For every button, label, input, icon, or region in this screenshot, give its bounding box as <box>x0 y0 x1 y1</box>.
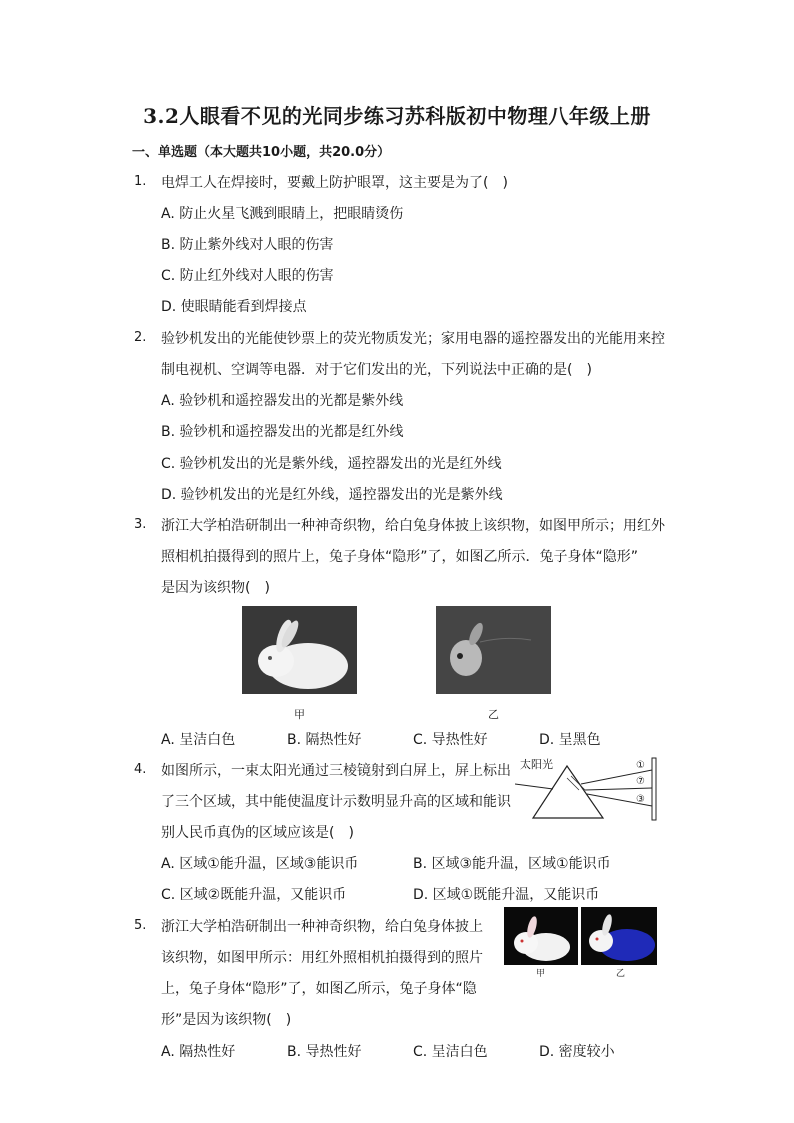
option-a[interactable]: A. 呈洁白色 <box>161 732 236 748</box>
option-c[interactable]: C. 呈洁白色 <box>413 1044 488 1060</box>
question-number: 2. <box>134 330 147 345</box>
question-text: 形”是因为该织物( ) <box>161 1012 292 1028</box>
caption-yi: 乙 <box>488 708 499 721</box>
caption-yi: 乙 <box>616 969 626 979</box>
rabbit-photo-jia <box>242 606 357 694</box>
option-c[interactable]: C. 导热性好 <box>413 732 488 748</box>
option-a[interactable]: A. 区域①能升温，区域③能识币 <box>161 856 359 872</box>
section-heading: 一、单选题（本大题共10小题，共20.0分） <box>132 145 391 160</box>
option-d[interactable]: D. 使眼睛能看到焊接点 <box>161 299 307 315</box>
option-a[interactable]: A. 验钞机和遥控器发出的光都是紫外线 <box>161 393 404 409</box>
sunlight-label: 太阳光 <box>520 758 553 771</box>
rabbit-photo-yi <box>436 606 551 694</box>
question-text: 上，兔子身体“隐形”了，如图乙所示，兔子身体“隐 <box>161 981 477 997</box>
option-b[interactable]: B. 防止紫外线对人眼的伤害 <box>161 237 334 253</box>
question-text: 电焊工人在焊接时，要戴上防护眼罩，这主要是为了( ) <box>161 175 508 191</box>
option-c[interactable]: C. 防止红外线对人眼的伤害 <box>161 268 334 284</box>
option-d[interactable]: D. 呈黑色 <box>539 732 601 748</box>
option-b[interactable]: B. 区域③能升温，区域①能识币 <box>413 856 611 872</box>
question-text: 验钞机发出的光能使钞票上的荧光物质发光；家用电器的遥控器发出的光能用来控 <box>161 331 665 347</box>
question-text: 制电视机、空调等电器．对于它们发出的光，下列说法中正确的是( ) <box>161 362 592 378</box>
option-d[interactable]: D. 密度较小 <box>539 1044 615 1060</box>
option-c[interactable]: C. 验钞机发出的光是紫外线，遥控器发出的光是红外线 <box>161 456 502 472</box>
caption-jia: 甲 <box>294 708 305 721</box>
option-a[interactable]: A. 隔热性好 <box>161 1044 236 1060</box>
question-text: 了三个区域，其中能使温度计示数明显升高的区域和能识 <box>161 794 511 810</box>
question-text: 别人民币真伪的区域应该是( ) <box>161 825 354 841</box>
option-c[interactable]: C. 区域②既能升温，又能识币 <box>161 887 347 903</box>
question-number: 1. <box>134 174 147 189</box>
option-d[interactable]: D. 区域①既能升温，又能识币 <box>413 887 600 903</box>
question-number: 5. <box>134 918 147 933</box>
page-title: 3.2人眼看不见的光同步练习苏科版初中物理八年级上册 <box>143 104 651 128</box>
caption-jia: 甲 <box>536 969 546 979</box>
question-text: 浙江大学柏浩研制出一种神奇织物，给白兔身体披上该织物，如图甲所示；用红外 <box>161 518 665 534</box>
region-mark-3: ③ <box>636 794 645 805</box>
question-number: 3. <box>134 517 147 532</box>
question-text: 如图所示，一束太阳光通过三棱镜射到白屏上，屏上标出 <box>161 763 511 779</box>
option-d[interactable]: D. 验钞机发出的光是红外线，遥控器发出的光是紫外线 <box>161 487 503 503</box>
option-b[interactable]: B. 导热性好 <box>287 1044 362 1060</box>
region-mark-2: ⑦ <box>636 776 645 787</box>
option-a[interactable]: A. 防止火星飞溅到眼睛上，把眼睛烫伤 <box>161 206 404 222</box>
region-mark-1: ① <box>636 760 645 771</box>
question-text: 是因为该织物( ) <box>161 580 270 596</box>
rabbit-photo-jia <box>504 907 578 965</box>
question-number: 4. <box>134 762 147 777</box>
question-text: 该织物，如图甲所示：用红外照相机拍摄得到的照片 <box>161 950 483 966</box>
question-text: 照相机拍摄得到的照片上，兔子身体“隐形”了，如图乙所示．兔子身体“隐形” <box>161 549 639 565</box>
option-b[interactable]: B. 隔热性好 <box>287 732 362 748</box>
rabbit-photo-yi <box>581 907 657 965</box>
option-b[interactable]: B. 验钞机和遥控器发出的光都是红外线 <box>161 424 404 440</box>
question-text: 浙江大学柏浩研制出一种神奇织物，给白兔身体披上 <box>161 919 483 935</box>
